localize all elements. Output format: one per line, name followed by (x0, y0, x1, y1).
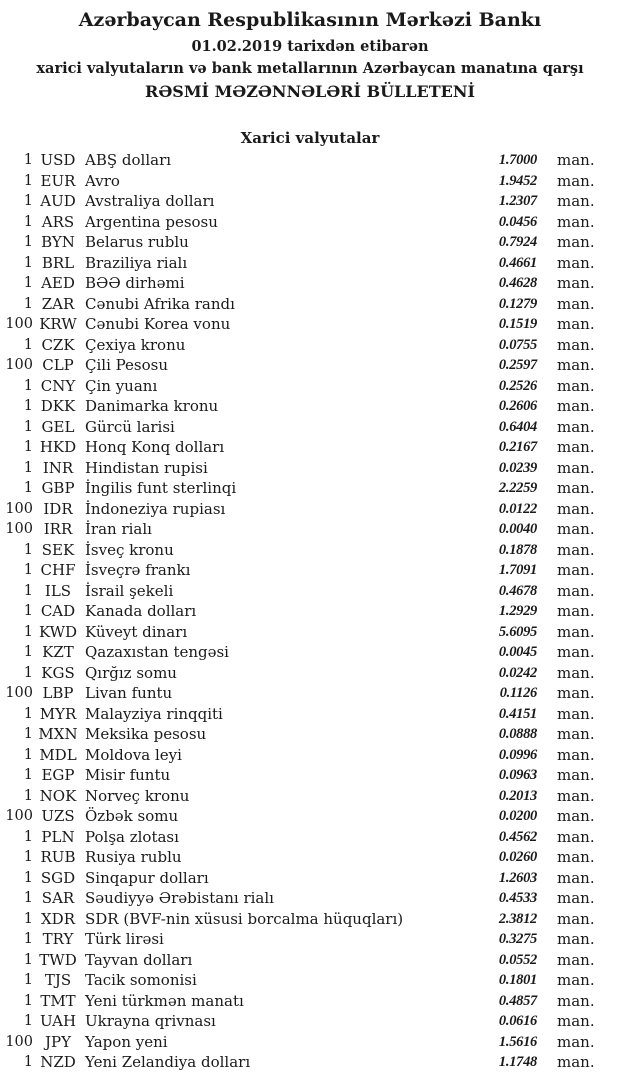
rate-value: 0.2167 (498, 439, 537, 455)
currency-code: ZAR (41, 294, 75, 313)
exchange-rate-row (0, 458, 620, 479)
currency-quantity: 1 (23, 480, 33, 496)
currency-code: AUD (40, 192, 76, 210)
currency-code: LBP (42, 684, 74, 702)
rate-value: 0.4151 (498, 705, 537, 722)
exchange-rate-row (0, 294, 620, 315)
unit-label: man. (557, 889, 595, 907)
exchange-rate-row (0, 765, 620, 786)
exchange-rate-row (0, 786, 620, 807)
rate-value: 0.0239 (498, 459, 537, 476)
currency-name: İran rialı (85, 520, 152, 538)
currency-quantity: 1 (23, 275, 33, 291)
currency-name: Malayziya rinqqiti (85, 704, 223, 723)
currency-name: Misir funtu (85, 766, 171, 784)
rate-value: 0.1878 (498, 541, 537, 558)
bulletin-title: RƏSMİ MƏZƏNNƏLƏRİ BÜLLETENİ (145, 82, 475, 101)
exchange-rate-row (0, 745, 620, 766)
rate-value: 0.1279 (498, 295, 537, 312)
rate-value: 0.2606 (498, 398, 537, 414)
rate-value: 0.0045 (498, 644, 537, 660)
currency-name: Danimarka kronu (85, 397, 219, 415)
rate-value: 0.4661 (498, 254, 537, 271)
rate-value: 0.0456 (498, 213, 537, 230)
currency-code: NZD (40, 1053, 76, 1071)
currency-name: Qazaxıstan tengəsi (85, 643, 229, 661)
exchange-rate-row (0, 847, 620, 868)
exchange-rate-row (0, 232, 620, 253)
currency-name: Sinqapur dolları (85, 868, 209, 887)
currency-quantity: 1 (23, 398, 33, 414)
unit-label: man. (557, 376, 595, 395)
exchange-rate-row (0, 540, 620, 561)
currency-name: Moldova leyi (85, 745, 182, 764)
unit-label: man. (557, 356, 595, 374)
currency-code: TMT (40, 991, 76, 1010)
currency-quantity: 100 (5, 521, 33, 537)
currency-code: TJS (44, 971, 72, 989)
exchange-rate-row (0, 478, 620, 499)
currency-code: SEK (41, 540, 75, 559)
currency-name: Belarus rublu (85, 233, 189, 251)
exchange-rate-row (0, 171, 620, 192)
unit-label: man. (557, 171, 595, 190)
currency-code: CNY (40, 376, 76, 395)
currency-code: IDR (43, 499, 73, 518)
currency-name: Avstraliya dolları (85, 192, 215, 210)
currency-quantity: 1 (23, 664, 33, 681)
rate-value: 0.0888 (498, 726, 537, 742)
currency-code: HKD (39, 438, 77, 456)
currency-quantity: 1 (23, 849, 33, 865)
currency-name: Qırğız somu (85, 663, 177, 682)
rate-value: 0.2526 (498, 377, 537, 394)
rate-value: 5.6095 (498, 623, 537, 640)
currency-name: Hindistan rupisi (85, 458, 208, 477)
rate-value: 0.0552 (498, 951, 537, 968)
currency-code: CHF (40, 561, 76, 579)
currency-name: Tacik somonisi (85, 971, 197, 989)
currency-code: AED (41, 274, 75, 292)
rate-value: 2.3812 (498, 910, 537, 927)
exchange-rate-row (0, 970, 620, 991)
currency-code: UZS (41, 807, 75, 825)
currency-quantity: 1 (23, 828, 33, 845)
unit-label: man. (557, 479, 595, 497)
currency-name: Türk lirəsi (85, 930, 164, 948)
unit-label: man. (557, 438, 595, 456)
exchange-rate-row (0, 437, 620, 458)
unit-label: man. (557, 233, 595, 251)
currency-code: EGP (41, 766, 75, 784)
currency-quantity: 1 (23, 172, 33, 189)
unit-label: man. (557, 294, 595, 313)
exchange-rate-row (0, 950, 620, 971)
currency-name: Honq Konq dolları (85, 438, 225, 456)
currency-code: CZK (41, 335, 75, 354)
currency-quantity: 1 (23, 644, 33, 660)
currency-quantity: 1 (23, 582, 33, 599)
exchange-rate-row (0, 212, 620, 233)
currency-quantity: 1 (23, 213, 33, 230)
currency-code: KZT (42, 643, 74, 661)
currency-quantity: 1 (23, 992, 33, 1009)
rate-value: 0.0200 (498, 808, 537, 824)
currency-code: INR (42, 458, 74, 477)
currency-code: KRW (39, 315, 77, 333)
currency-quantity: 1 (23, 152, 33, 168)
currency-name: İngilis funt sterlinqi (85, 479, 237, 497)
rate-value: 0.1801 (498, 972, 537, 988)
currency-quantity: 1 (23, 377, 33, 394)
currency-name: Meksika pesosu (85, 725, 207, 743)
rate-value: 0.4562 (498, 828, 537, 845)
effective-date-line: 01.02.2019 tarixdən etibarən (191, 38, 429, 55)
unit-label: man. (557, 397, 595, 415)
currency-quantity: 1 (23, 890, 33, 906)
exchange-rate-row (0, 642, 620, 663)
currency-code: CLP (42, 356, 74, 374)
currency-code: CAD (40, 602, 76, 620)
unit-label: man. (557, 540, 595, 559)
currency-quantity: 100 (5, 316, 33, 332)
currency-code: EUR (40, 171, 76, 190)
currency-name: İsveçrə frankı (85, 561, 191, 579)
currency-quantity: 1 (23, 336, 33, 353)
currency-name: Avro (85, 171, 120, 190)
rate-value: 0.0122 (498, 500, 537, 517)
rate-value: 0.0040 (498, 521, 537, 537)
exchange-rate-row (0, 376, 620, 397)
rate-value: 1.7091 (498, 562, 537, 578)
currency-code: MYR (39, 704, 77, 723)
unit-label: man. (557, 725, 595, 743)
currency-quantity: 1 (23, 767, 33, 783)
rate-value: 1.5616 (498, 1033, 537, 1050)
currency-code: XDR (41, 909, 75, 928)
exchange-rate-row (0, 622, 620, 643)
currency-quantity: 1 (23, 705, 33, 722)
currency-name: Livan funtu (85, 684, 173, 702)
currency-quantity: 1 (23, 603, 33, 619)
currency-name: Tayvan dolları (85, 950, 193, 969)
currency-name: ABŞ dolları (85, 151, 172, 169)
unit-label: man. (557, 643, 595, 661)
unit-label: man. (557, 520, 595, 538)
currency-name: Kanada dolları (85, 602, 197, 620)
rate-value: 0.0755 (498, 336, 537, 353)
unit-label: man. (557, 786, 595, 805)
exchange-rate-row (0, 909, 620, 930)
unit-label: man. (557, 848, 595, 866)
currency-code: IRR (43, 520, 73, 538)
unit-label: man. (557, 704, 595, 723)
currency-name: Norveç kronu (85, 786, 190, 805)
currency-code: JPY (44, 1032, 71, 1051)
currency-name: Səudiyyə Ərəbistanı rialı (85, 889, 274, 907)
rate-value: 1.9452 (498, 172, 537, 189)
currency-code: ARS (41, 212, 75, 231)
rate-value: 0.4628 (498, 275, 537, 291)
currency-name: Yeni türkmən manatı (85, 991, 244, 1010)
unit-label: man. (557, 1012, 595, 1030)
currency-code: PLN (41, 827, 75, 846)
unit-label: man. (557, 909, 595, 928)
exchange-rate-row (0, 601, 620, 622)
currency-name: Cənubi Afrika randı (85, 294, 235, 313)
currency-code: MXN (38, 725, 78, 743)
rate-value: 0.6404 (498, 418, 537, 435)
currency-code: RUB (40, 848, 76, 866)
rate-value: 0.3275 (498, 931, 537, 947)
rate-value: 0.0242 (498, 664, 537, 681)
exchange-rate-row (0, 1052, 620, 1073)
rate-value: 1.1748 (498, 1054, 537, 1070)
currency-name: Cənubi Korea vonu (85, 315, 231, 333)
exchange-rate-row (0, 929, 620, 950)
rate-value: 0.0616 (498, 1013, 537, 1029)
currency-name: İsveç kronu (85, 540, 174, 559)
unit-label: man. (557, 581, 595, 600)
currency-name: SDR (BVF-nin xüsusi borcalma hüquqları) (85, 909, 404, 928)
rate-value: 0.0260 (498, 849, 537, 865)
currency-quantity: 100 (5, 500, 33, 517)
exchange-rate-row (0, 150, 620, 171)
currency-name: Özbək somu (85, 807, 179, 825)
unit-label: man. (557, 335, 595, 354)
exchange-rate-row (0, 827, 620, 848)
bulletin-header (0, 0, 620, 103)
unit-label: man. (557, 561, 595, 579)
exchange-rate-row (0, 417, 620, 438)
unit-label: man. (557, 274, 595, 292)
exchange-rate-row (0, 499, 620, 520)
currency-quantity: 1 (23, 910, 33, 927)
unit-label: man. (557, 827, 595, 846)
unit-label: man. (557, 663, 595, 682)
exchange-rate-row (0, 991, 620, 1012)
unit-label: man. (557, 622, 595, 641)
currency-name: Yeni Zelandiya dolları (85, 1053, 251, 1071)
currency-name: Polşa zlotası (85, 827, 179, 846)
currency-quantity: 1 (23, 746, 33, 763)
rate-value: 0.7924 (498, 234, 537, 250)
currency-quantity: 1 (23, 459, 33, 476)
rate-value: 1.2603 (498, 869, 537, 886)
currency-quantity: 1 (23, 1013, 33, 1029)
unit-label: man. (557, 930, 595, 948)
exchange-rate-row (0, 519, 620, 540)
exchange-rates-table (0, 150, 620, 1073)
unit-label: man. (557, 417, 595, 436)
unit-label: man. (557, 991, 595, 1010)
exchange-rate-row (0, 663, 620, 684)
currency-quantity: 1 (23, 931, 33, 947)
currency-quantity: 100 (5, 357, 33, 373)
unit-label: man. (557, 499, 595, 518)
currency-quantity: 100 (5, 1033, 33, 1050)
exchange-rate-row (0, 581, 620, 602)
currency-code: BRL (41, 253, 75, 272)
currency-name: Çexiya kronu (85, 335, 186, 354)
unit-label: man. (557, 745, 595, 764)
unit-label: man. (557, 1032, 595, 1051)
exchange-rate-row (0, 396, 620, 417)
rate-value: 0.2013 (498, 787, 537, 804)
unit-label: man. (557, 458, 595, 477)
rate-value: 0.2597 (498, 357, 537, 373)
exchange-rate-row (0, 1032, 620, 1053)
currency-quantity: 100 (5, 685, 33, 701)
exchange-rate-row (0, 335, 620, 356)
exchange-rate-row (0, 1011, 620, 1032)
currency-name: İsrail şekeli (85, 581, 174, 600)
rate-value: 0.4533 (498, 890, 537, 906)
rate-value: 0.0996 (498, 746, 537, 763)
currency-quantity: 1 (23, 562, 33, 578)
currency-quantity: 1 (23, 972, 33, 988)
currency-code: SAR (41, 889, 75, 907)
currency-quantity: 1 (23, 951, 33, 968)
currency-name: Braziliya rialı (85, 253, 188, 272)
currency-quantity: 100 (5, 808, 33, 824)
currency-code: UAH (39, 1012, 77, 1030)
exchange-rate-row (0, 806, 620, 827)
currency-quantity: 1 (23, 869, 33, 886)
currency-quantity: 1 (23, 193, 33, 209)
currency-name: İndoneziya rupiası (85, 499, 226, 518)
currency-code: TRY (42, 930, 74, 948)
rate-value: 1.2929 (498, 603, 537, 619)
exchange-rate-row (0, 314, 620, 335)
unit-label: man. (557, 151, 595, 169)
rate-value: 0.4857 (498, 992, 537, 1009)
exchange-rate-row (0, 355, 620, 376)
currency-name: Yapon yeni (85, 1032, 168, 1051)
exchange-rate-row (0, 724, 620, 745)
currency-name: Çili Pesosu (85, 356, 169, 374)
exchange-rate-row (0, 683, 620, 704)
rate-value: 1.7000 (498, 152, 537, 168)
currency-quantity: 1 (23, 787, 33, 804)
rate-value: 0.4678 (498, 582, 537, 599)
currency-code: GEL (41, 417, 75, 436)
rate-value: 2.2259 (498, 480, 537, 496)
unit-label: man. (557, 950, 595, 969)
currency-code: BYN (41, 233, 75, 251)
exchange-rate-row (0, 888, 620, 909)
exchange-rate-row (0, 191, 620, 212)
currency-quantity: 1 (23, 726, 33, 742)
currency-quantity: 1 (23, 234, 33, 250)
rate-value: 1.2307 (498, 193, 537, 209)
currency-quantity: 1 (23, 1054, 33, 1070)
currency-code: ILS (44, 581, 72, 600)
exchange-rate-row (0, 560, 620, 581)
unit-label: man. (557, 192, 595, 210)
unit-label: man. (557, 684, 595, 702)
currency-name: Argentina pesosu (85, 212, 218, 231)
currency-name: BƏƏ dirhəmi (85, 274, 185, 292)
exchange-rate-row (0, 273, 620, 294)
section-title-foreign-currencies: Xarici valyutalar (240, 129, 380, 147)
currency-code: MDL (39, 745, 77, 764)
unit-label: man. (557, 1053, 595, 1071)
currency-code: USD (40, 151, 76, 169)
rate-value: 0.0963 (498, 767, 537, 783)
currency-name: Gürcü larisi (85, 417, 175, 436)
unit-label: man. (557, 253, 595, 272)
currency-code: KWD (38, 622, 78, 641)
currency-name: Küveyt dinarı (85, 622, 188, 641)
currency-quantity: 1 (23, 541, 33, 558)
currency-name: Ukrayna qrivnası (85, 1012, 216, 1030)
unit-label: man. (557, 602, 595, 620)
currency-quantity: 1 (23, 254, 33, 271)
exchange-rate-row (0, 253, 620, 274)
unit-label: man. (557, 212, 595, 231)
currency-code: GBP (41, 479, 75, 497)
currency-code: SGD (40, 868, 76, 887)
unit-label: man. (557, 807, 595, 825)
currency-quantity: 1 (23, 439, 33, 455)
unit-label: man. (557, 868, 595, 887)
currency-code: TWD (39, 950, 77, 969)
currency-quantity: 1 (23, 295, 33, 312)
exchange-rate-row (0, 704, 620, 725)
bank-name-title: Azərbaycan Respublikasının Mərkəzi Bankı (78, 9, 542, 31)
currency-name: Rusiya rublu (85, 848, 182, 866)
bulletin-subtitle: xarici valyutaların və bank metallarının Azərbaycan manatına qarşı (36, 60, 584, 77)
unit-label: man. (557, 766, 595, 784)
currency-code: KGS (41, 663, 75, 682)
currency-code: DKK (40, 397, 76, 415)
rate-value: 0.1126 (499, 685, 537, 701)
currency-quantity: 1 (23, 418, 33, 435)
rate-value: 0.1519 (498, 316, 537, 332)
currency-quantity: 1 (23, 623, 33, 640)
unit-label: man. (557, 971, 595, 989)
currency-code: NOK (39, 786, 77, 805)
exchange-rate-row (0, 868, 620, 889)
unit-label: man. (557, 315, 595, 333)
currency-name: Çin yuanı (85, 376, 158, 395)
